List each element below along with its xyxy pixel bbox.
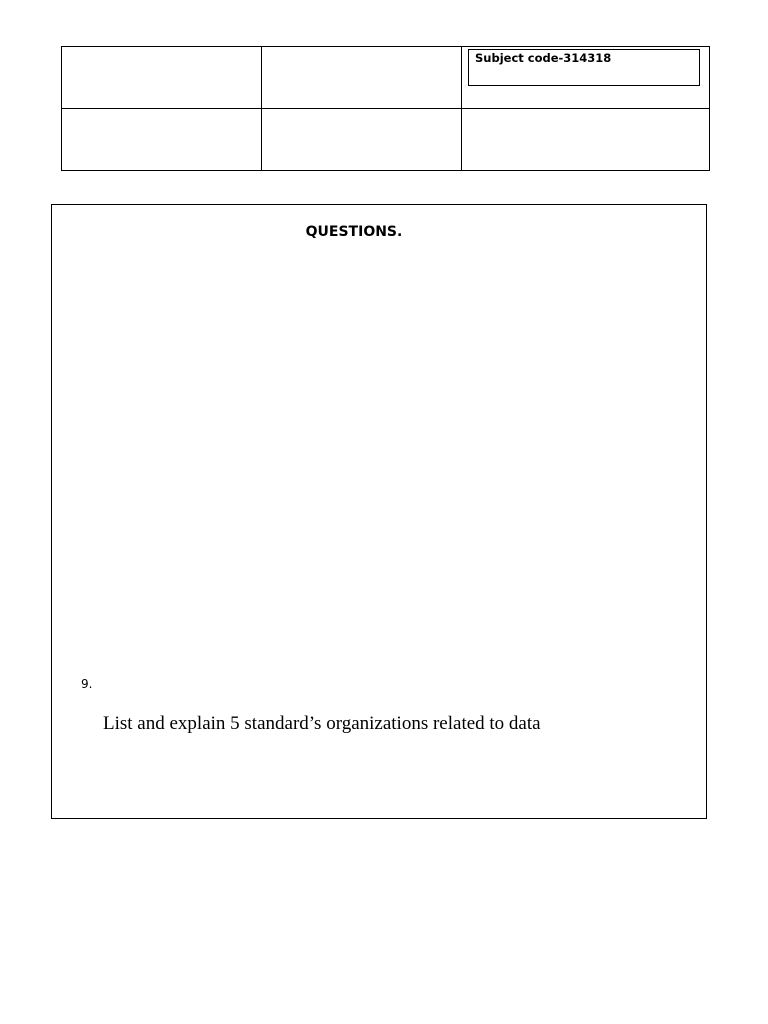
header-cell: [462, 109, 710, 171]
questions-heading: QUESTIONS.: [305, 224, 403, 240]
questions-box: [51, 204, 707, 819]
header-row: [62, 109, 710, 171]
header-cell: [62, 47, 262, 109]
header-cell: [262, 109, 462, 171]
header-row: [62, 47, 710, 109]
question-text: List and explain 5 standard’s organizations related to data: [103, 713, 541, 734]
subject-code-label: Subject code-314318: [475, 51, 612, 65]
header-cell: [262, 47, 462, 109]
header-cell: [62, 109, 262, 171]
question-number: 9.: [81, 677, 93, 691]
subject-code-box: [468, 49, 700, 86]
header-table: [61, 46, 710, 171]
header-cell-subject: [462, 47, 710, 109]
